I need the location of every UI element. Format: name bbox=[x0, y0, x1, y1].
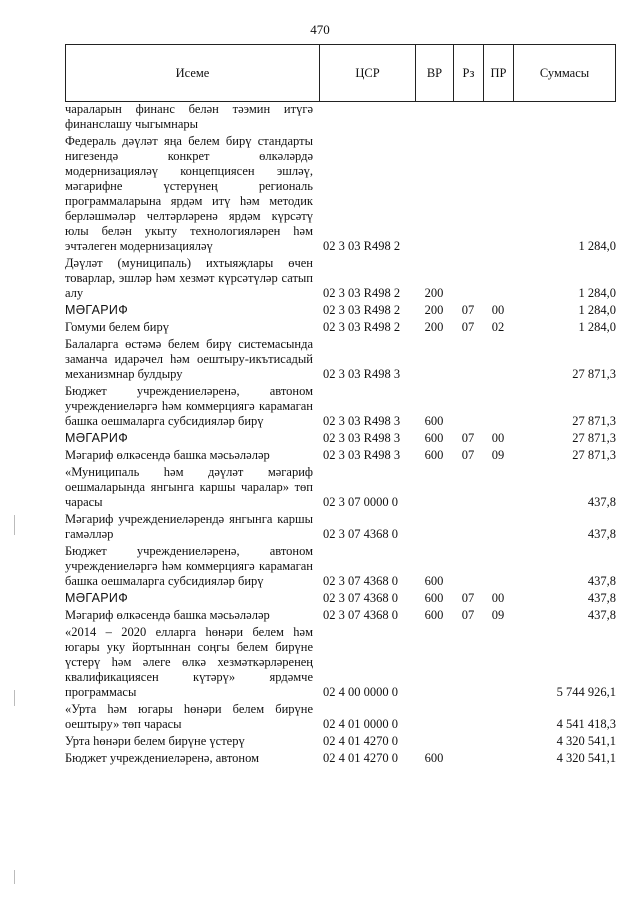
row-sum: 1 284,0 bbox=[578, 320, 616, 334]
row-vr: 600 bbox=[424, 574, 444, 588]
row-name: Гомуми белем бирү bbox=[65, 320, 169, 334]
row-name: «2014 – 2020 елларга һөнәри белем һәм югары уку йортыннан соңгы белем бирүне үстерү һәм әлеге өлкә хезмәткәрләренең квалификациясен күтәрү» ярдәмче программасы bbox=[65, 625, 313, 699]
table-row bbox=[65, 625, 616, 700]
row-rz: 07 bbox=[461, 303, 475, 317]
row-name: «Муниципаль һәм дәүләт мәгариф оешмаларында янгынга каршы чаралар» төп чарасы bbox=[65, 465, 313, 509]
header-name: Исеме bbox=[66, 45, 320, 101]
row-csr: 02 4 01 4270 0 bbox=[323, 734, 398, 748]
table-header bbox=[65, 44, 616, 102]
row-vr: 200 bbox=[424, 320, 444, 334]
row-name: МӘГАРИФ bbox=[65, 431, 129, 445]
row-csr: 02 3 07 4368 0 bbox=[323, 591, 398, 605]
scan-edge-mark bbox=[14, 515, 15, 535]
row-rz: 07 bbox=[461, 320, 475, 334]
table-row bbox=[65, 591, 616, 606]
row-csr: 02 3 07 4368 0 bbox=[323, 574, 398, 588]
row-sum: 27 871,3 bbox=[572, 414, 616, 428]
row-pr: 09 bbox=[491, 448, 505, 462]
table-row bbox=[65, 134, 616, 254]
row-name: МӘГАРИФ bbox=[65, 303, 129, 317]
row-name: МӘГАРИФ bbox=[65, 591, 129, 605]
row-sum: 27 871,3 bbox=[572, 448, 616, 462]
row-sum: 437,8 bbox=[587, 574, 616, 588]
row-name: Балаларга өстәмә белем бирү системасында заманча идарәчел һәм оештыру-икътисадый механизмнар булдыру bbox=[65, 337, 313, 381]
row-vr: 600 bbox=[424, 448, 444, 462]
row-sum: 5 744 926,1 bbox=[556, 685, 616, 699]
row-pr: 09 bbox=[491, 608, 505, 622]
table-row bbox=[65, 702, 616, 732]
row-csr: 02 3 03 R498 3 bbox=[323, 448, 401, 462]
header-pr: ПР bbox=[484, 45, 514, 101]
row-csr: 02 4 01 4270 0 bbox=[323, 751, 398, 765]
row-csr: 02 3 03 R498 2 bbox=[323, 239, 401, 253]
row-sum: 437,8 bbox=[587, 608, 616, 622]
row-sum: 4 320 541,1 bbox=[556, 751, 616, 765]
header-sum: Суммасы bbox=[539, 65, 590, 80]
row-csr: 02 3 03 R498 2 bbox=[323, 286, 401, 300]
row-pr: 00 bbox=[491, 431, 505, 445]
row-sum: 1 284,0 bbox=[578, 303, 616, 317]
row-sum: 437,8 bbox=[587, 495, 616, 509]
scan-edge-mark bbox=[14, 690, 15, 706]
row-sum: 437,8 bbox=[587, 591, 616, 605]
table-row bbox=[65, 465, 616, 510]
row-rz: 07 bbox=[461, 431, 475, 445]
row-name: Бюджет учреждениеләренә, автоном bbox=[65, 751, 260, 765]
row-csr: 02 3 07 4368 0 bbox=[323, 527, 398, 541]
row-vr: 600 bbox=[424, 414, 444, 428]
table-row bbox=[65, 303, 616, 318]
row-name: Федераль дәүләт яңа белем бирү стандарты нигезендә конкрет өлкәләрдә модернизацияләү концепциясен эшләү, мәгарифне үстерүнең региональ программаларына ярдәм итү һәм методик берләшмәләр челтәрләренә ярдәм күрсәтү юлы белән укыту технологияләрен һәм эчтәлеген модернизацияләү bbox=[65, 134, 313, 253]
table-row bbox=[65, 320, 616, 335]
row-csr: 02 3 03 R498 2 bbox=[323, 303, 401, 317]
row-sum: 4 320 541,1 bbox=[556, 734, 616, 748]
row-name: Дәүләт (муниципаль) ихтыяҗлары өчен товарлар, эшләр һәм хезмәт күрсәтүләр сатып алу bbox=[65, 256, 313, 300]
row-csr: 02 3 03 R498 3 bbox=[323, 414, 401, 428]
row-rz: 07 bbox=[461, 591, 475, 605]
row-csr: 02 3 07 0000 0 bbox=[323, 495, 398, 509]
row-csr: 02 3 03 R498 3 bbox=[323, 367, 401, 381]
row-vr: 200 bbox=[424, 286, 444, 300]
row-csr: 02 4 00 0000 0 bbox=[323, 685, 398, 699]
row-name: Мәгариф учреждениеләрендә янгынга каршы гамәлләр bbox=[65, 512, 313, 541]
row-vr: 600 bbox=[424, 591, 444, 605]
row-name: Бюджет учреждениеләренә, автоном учреждениеләргә һәм коммерциягә карамаган башка оешмаларга субсидияләр бирү bbox=[65, 544, 313, 588]
row-vr: 600 bbox=[424, 608, 444, 622]
row-sum: 437,8 bbox=[587, 527, 616, 541]
table-body bbox=[65, 102, 616, 766]
row-sum: 27 871,3 bbox=[572, 431, 616, 445]
scan-edge-mark bbox=[14, 870, 15, 884]
table-row bbox=[65, 384, 616, 429]
row-name: Бюджет учреждениеләренә, автоном учреждениеләргә һәм коммерциягә карамаган башка оешмаларга субсидияләр бирү bbox=[65, 384, 313, 428]
table-row bbox=[65, 512, 616, 542]
table-row bbox=[65, 734, 616, 749]
row-vr: 600 bbox=[424, 431, 444, 445]
row-pr: 00 bbox=[491, 303, 505, 317]
row-sum: 1 284,0 bbox=[578, 239, 616, 253]
table-row bbox=[65, 608, 616, 623]
table-row bbox=[65, 448, 616, 463]
table-row bbox=[65, 751, 616, 766]
row-name: Мәгариф өлкәсендә башка мәсьәләләр bbox=[65, 448, 270, 462]
row-name: Урта һөнәри белем бирүне үстерү bbox=[65, 734, 245, 748]
row-name: чараларын финанс белән тәэмин итүгә финанслашу чыгымнары bbox=[65, 102, 313, 131]
row-vr: 600 bbox=[424, 751, 444, 765]
header-rz: Рз bbox=[454, 45, 484, 101]
row-sum: 1 284,0 bbox=[578, 286, 616, 300]
header-csr: ЦСР bbox=[320, 45, 416, 101]
header-vr: ВР bbox=[416, 45, 454, 101]
row-csr: 02 3 03 R498 2 bbox=[323, 320, 401, 334]
row-csr: 02 3 07 4368 0 bbox=[323, 608, 398, 622]
row-csr: 02 4 01 0000 0 bbox=[323, 717, 398, 731]
row-sum: 27 871,3 bbox=[572, 367, 616, 381]
page-number: 470 bbox=[310, 22, 330, 37]
table-row bbox=[65, 256, 616, 301]
row-name: «Урта һәм югары һөнәри белем бирүне оештыру» төп чарасы bbox=[65, 702, 313, 731]
row-rz: 07 bbox=[461, 448, 475, 462]
table-row bbox=[65, 431, 616, 446]
table-row bbox=[65, 102, 616, 132]
table-row bbox=[65, 337, 616, 382]
row-pr: 00 bbox=[491, 591, 505, 605]
row-rz: 07 bbox=[461, 608, 475, 622]
row-vr: 200 bbox=[424, 303, 444, 317]
row-pr: 02 bbox=[491, 320, 505, 334]
table-row bbox=[65, 544, 616, 589]
row-sum: 4 541 418,3 bbox=[556, 717, 616, 731]
row-csr: 02 3 03 R498 3 bbox=[323, 431, 401, 445]
row-name: Мәгариф өлкәсендә башка мәсьәләләр bbox=[65, 608, 270, 622]
